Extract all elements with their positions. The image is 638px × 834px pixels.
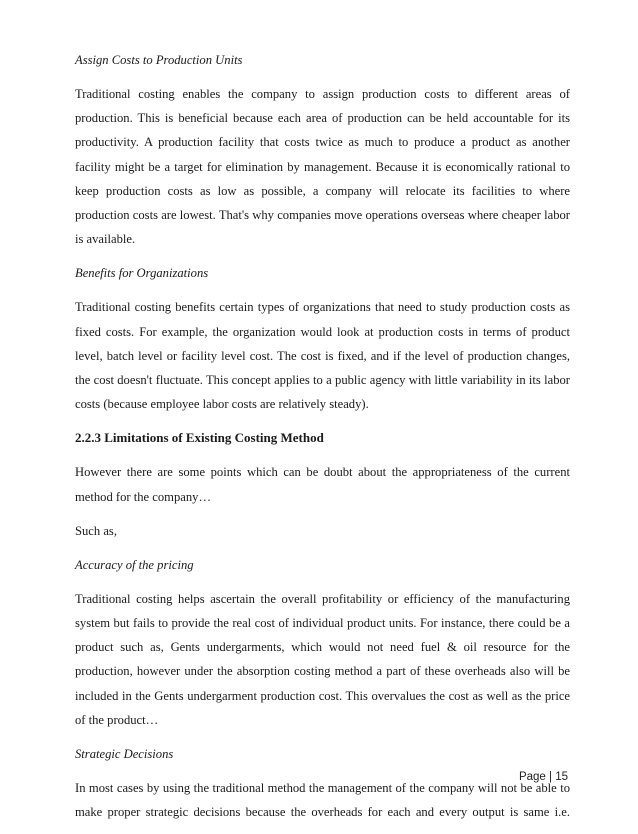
section-heading-benefits: Benefits for Organizations [75,266,209,281]
paragraph-limitations-intro: However there are some points which can be doubt about the appropriateness of the current method for the company… [75,465,570,504]
paragraph-accuracy: Traditional costing helps ascertain the overall profitability or efficiency of the manufacturing system but fails to provide the real cost of individual product units. For instance, there could be a product such as, Gents undergarments, which would not need fuel & oil resource for the production, however under the absorption costing method a part of these overheads also will be included in the Gents undergarment production cost. This overvalues the cost as well as the price of the product… [75,591,570,727]
section-heading-assign-costs: Assign Costs to Production Units [75,53,243,67]
paragraph-benefits: Traditional costing benefits certain types of organizations that need to study production costs as fixed costs. For example, the organization would look at production costs in terms of product level, batch level or facility level cost. The cost is fixed, and if the level of production changes, the cost doesn't fluctuate. This concept applies to a public agency with little variability in its labor costs (because employee labor costs are relatively steady). [75,300,570,412]
document-page [75,48,570,834]
section-heading-accuracy: Accuracy of the pricing [75,557,194,572]
section-heading-strategic: Strategic Decisions [75,747,174,762]
paragraph-strategic: In most cases by using the traditional method the management of the company will not be able to make proper strategic decisions because the overheads for each and every output is same i.e. [75,781,570,820]
page-number: Page | 15 [518,771,568,783]
such-as-text: Such as, [75,523,117,538]
paragraph-assign-costs: Traditional costing enables the company to assign production costs to different areas of production. This is beneficial because each area of production can be held accountable for its productivity. A production facility that costs twice as much to produce a product as another facility might be a target for elimination by management. Because it is economically rational to keep production costs as low as possible, a company will relocate its facilities to where production costs are lowest. That's why companies move operations overseas where cheaper labor is available. [75,87,570,247]
section-heading-limitations: 2.2.3 Limitations of Existing Costing Method [75,430,324,446]
